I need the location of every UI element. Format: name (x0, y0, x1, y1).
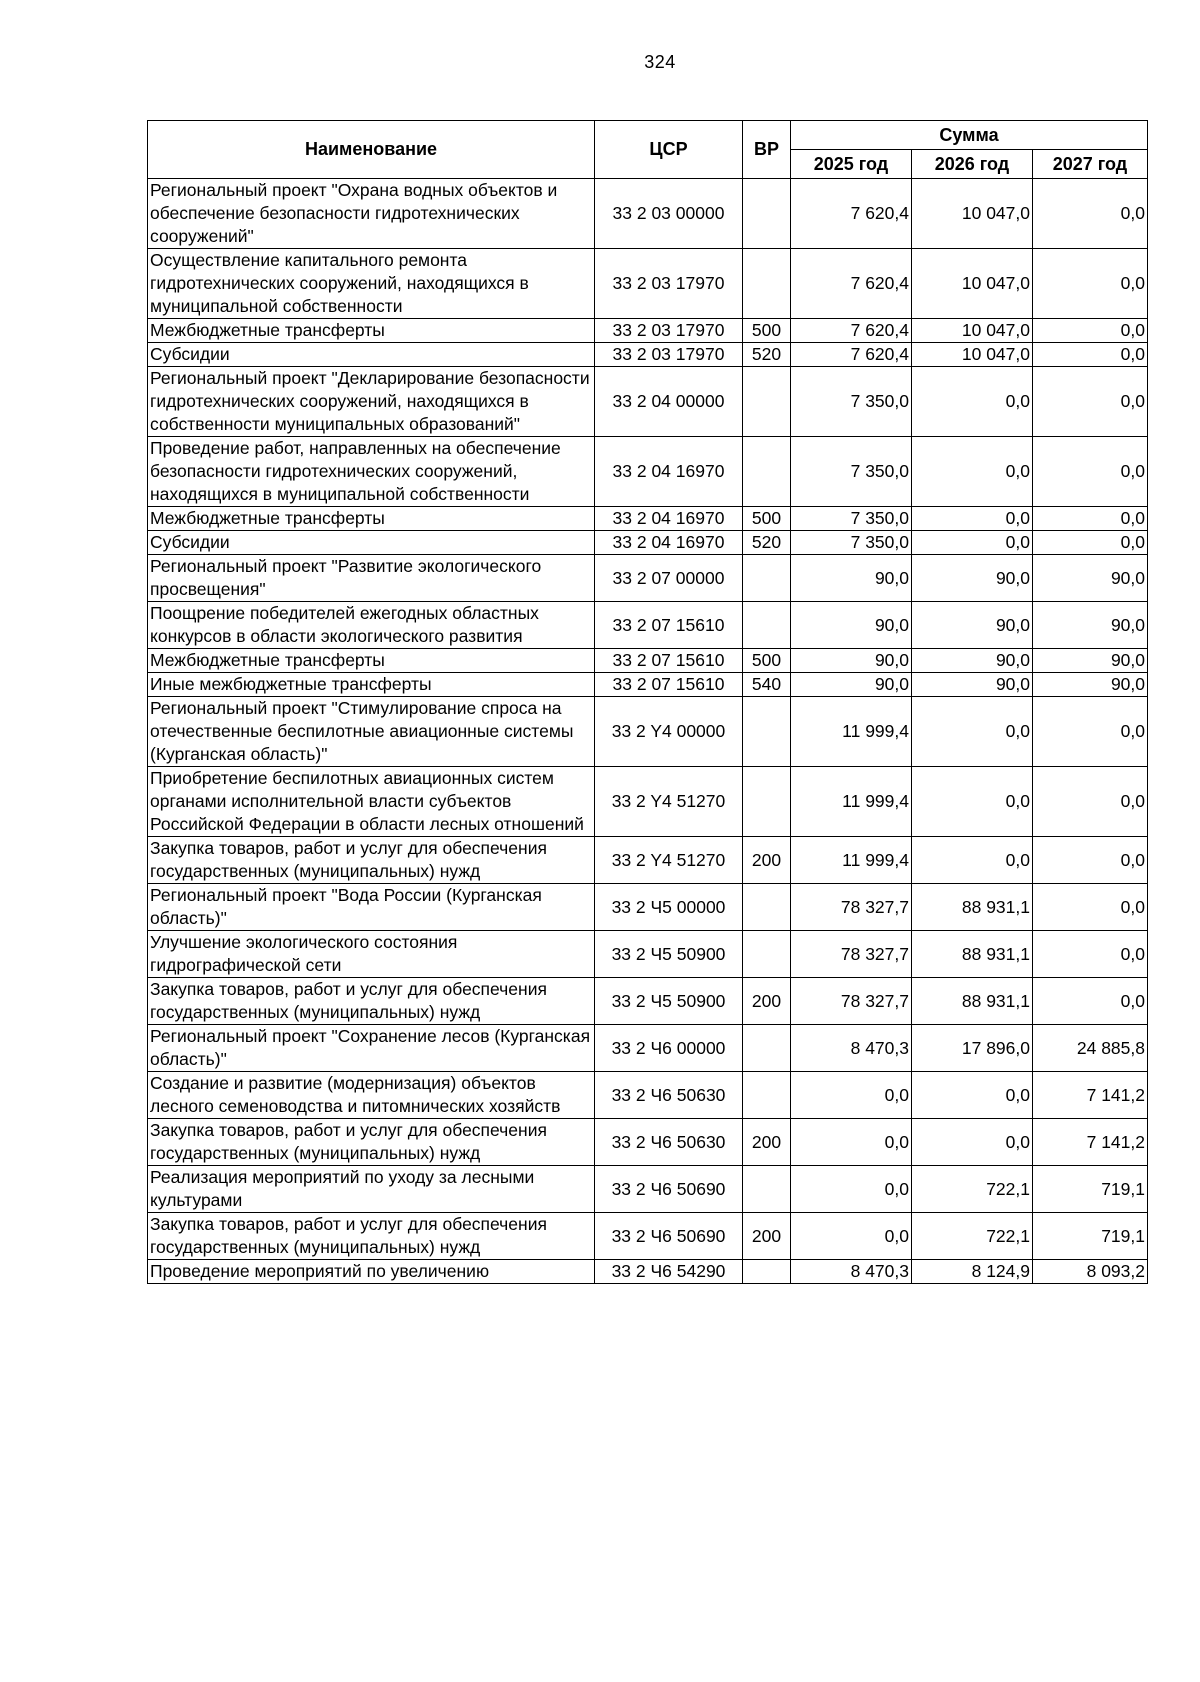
cell-2027: 0,0 (1033, 767, 1148, 837)
cell-csr: 33 2 07 15610 (595, 649, 743, 673)
cell-name: Субсидии (148, 531, 595, 555)
cell-csr: 33 2 03 17970 (595, 249, 743, 319)
cell-vr (743, 179, 791, 249)
cell-2026: 0,0 (912, 1072, 1033, 1119)
cell-2025: 11 999,4 (791, 767, 912, 837)
cell-name: Региональный проект "Сохранение лесов (Курганская область)" (148, 1025, 595, 1072)
cell-csr: 33 2 Ч5 00000 (595, 884, 743, 931)
cell-name: Закупка товаров, работ и услуг для обеспечения государственных (муниципальных) нужд (148, 837, 595, 884)
cell-vr (743, 767, 791, 837)
cell-2025: 7 620,4 (791, 179, 912, 249)
table-header (148, 121, 1148, 179)
cell-name: Проведение мероприятий по увеличению (148, 1260, 595, 1284)
cell-2025: 8 470,3 (791, 1025, 912, 1072)
table-row (148, 1260, 1148, 1284)
cell-2025: 7 350,0 (791, 507, 912, 531)
cell-name: Межбюджетные трансферты (148, 507, 595, 531)
table-row (148, 978, 1148, 1025)
header-csr: ЦСР (595, 121, 743, 179)
cell-vr (743, 884, 791, 931)
cell-2027: 7 141,2 (1033, 1072, 1148, 1119)
cell-2027: 0,0 (1033, 978, 1148, 1025)
cell-2026: 88 931,1 (912, 931, 1033, 978)
cell-2026: 10 047,0 (912, 319, 1033, 343)
cell-vr: 540 (743, 673, 791, 697)
cell-vr: 500 (743, 507, 791, 531)
table-row (148, 1025, 1148, 1072)
cell-csr: 33 2 04 00000 (595, 367, 743, 437)
cell-2027: 0,0 (1033, 367, 1148, 437)
cell-2027: 719,1 (1033, 1213, 1148, 1260)
cell-csr: 33 2 04 16970 (595, 507, 743, 531)
cell-2026: 0,0 (912, 1119, 1033, 1166)
cell-2025: 78 327,7 (791, 931, 912, 978)
cell-name: Региональный проект "Развитие экологического просвещения" (148, 555, 595, 602)
header-name: Наименование (148, 121, 595, 179)
cell-2026: 0,0 (912, 837, 1033, 884)
table-row (148, 1119, 1148, 1166)
cell-name: Региональный проект "Декларирование безопасности гидротехнических сооружений, находящихся в собственности муниципальных образований" (148, 367, 595, 437)
cell-2026: 10 047,0 (912, 343, 1033, 367)
table-row (148, 179, 1148, 249)
cell-csr: 33 2 04 16970 (595, 437, 743, 507)
table-row (148, 367, 1148, 437)
cell-csr: 33 2 Ч6 50690 (595, 1166, 743, 1213)
cell-vr (743, 249, 791, 319)
cell-name: Создание и развитие (модернизация) объектов лесного семеноводства и питомнических хозяйств (148, 1072, 595, 1119)
cell-csr: 33 2 07 15610 (595, 673, 743, 697)
cell-name: Улучшение экологического состояния гидрографической сети (148, 931, 595, 978)
table-row (148, 884, 1148, 931)
cell-name: Осуществление капитального ремонта гидротехнических сооружений, находящихся в муниципальной собственности (148, 249, 595, 319)
cell-2026: 8 124,9 (912, 1260, 1033, 1284)
cell-csr: 33 2 03 17970 (595, 343, 743, 367)
cell-csr: 33 2 Y4 00000 (595, 697, 743, 767)
table-row (148, 1166, 1148, 1213)
cell-2027: 0,0 (1033, 531, 1148, 555)
cell-csr: 33 2 Ч5 50900 (595, 931, 743, 978)
cell-2025: 78 327,7 (791, 884, 912, 931)
cell-vr (743, 367, 791, 437)
table-row (148, 837, 1148, 884)
cell-2026: 0,0 (912, 697, 1033, 767)
cell-2025: 7 620,4 (791, 319, 912, 343)
cell-2025: 90,0 (791, 649, 912, 673)
cell-vr (743, 1260, 791, 1284)
cell-csr: 33 2 Ч6 50630 (595, 1119, 743, 1166)
cell-2027: 0,0 (1033, 837, 1148, 884)
cell-2025: 7 620,4 (791, 343, 912, 367)
cell-vr: 520 (743, 343, 791, 367)
cell-name: Приобретение беспилотных авиационных систем органами исполнительной власти субъектов Российской Федерации в области лесных отношений (148, 767, 595, 837)
cell-name: Поощрение победителей ежегодных областных конкурсов в области экологического развития (148, 602, 595, 649)
cell-2027: 0,0 (1033, 437, 1148, 507)
cell-2025: 90,0 (791, 673, 912, 697)
cell-vr (743, 1025, 791, 1072)
cell-csr: 33 2 07 00000 (595, 555, 743, 602)
cell-csr: 33 2 Y4 51270 (595, 837, 743, 884)
cell-2026: 88 931,1 (912, 978, 1033, 1025)
cell-2025: 0,0 (791, 1166, 912, 1213)
cell-2026: 0,0 (912, 437, 1033, 507)
cell-csr: 33 2 Ч6 54290 (595, 1260, 743, 1284)
cell-2027: 0,0 (1033, 884, 1148, 931)
cell-csr: 33 2 04 16970 (595, 531, 743, 555)
cell-vr (743, 1166, 791, 1213)
table-row (148, 343, 1148, 367)
cell-csr: 33 2 Y4 51270 (595, 767, 743, 837)
cell-name: Закупка товаров, работ и услуг для обеспечения государственных (муниципальных) нужд (148, 1213, 595, 1260)
table-row (148, 767, 1148, 837)
cell-2027: 0,0 (1033, 507, 1148, 531)
cell-2025: 0,0 (791, 1213, 912, 1260)
table-row (148, 1213, 1148, 1260)
cell-2027: 0,0 (1033, 931, 1148, 978)
table-row (148, 931, 1148, 978)
cell-csr: 33 2 07 15610 (595, 602, 743, 649)
table-row (148, 555, 1148, 602)
cell-2026: 10 047,0 (912, 249, 1033, 319)
cell-2026: 90,0 (912, 673, 1033, 697)
cell-2026: 0,0 (912, 507, 1033, 531)
cell-2026: 90,0 (912, 649, 1033, 673)
cell-2025: 90,0 (791, 602, 912, 649)
cell-2025: 11 999,4 (791, 697, 912, 767)
cell-2026: 17 896,0 (912, 1025, 1033, 1072)
cell-2027: 0,0 (1033, 179, 1148, 249)
cell-2026: 722,1 (912, 1166, 1033, 1213)
cell-name: Региональный проект "Охрана водных объектов и обеспечение безопасности гидротехнических сооружений" (148, 179, 595, 249)
cell-2027: 0,0 (1033, 697, 1148, 767)
cell-vr (743, 555, 791, 602)
page-number: 324 (644, 52, 676, 72)
cell-2026: 0,0 (912, 367, 1033, 437)
cell-2025: 7 350,0 (791, 367, 912, 437)
cell-name: Закупка товаров, работ и услуг для обеспечения государственных (муниципальных) нужд (148, 978, 595, 1025)
cell-name: Региональный проект "Вода России (Курганская область)" (148, 884, 595, 931)
cell-csr: 33 2 Ч6 00000 (595, 1025, 743, 1072)
cell-vr: 200 (743, 978, 791, 1025)
cell-vr (743, 1072, 791, 1119)
table-row (148, 697, 1148, 767)
cell-name: Реализация мероприятий по уходу за лесными культурами (148, 1166, 595, 1213)
cell-csr: 33 2 Ч6 50690 (595, 1213, 743, 1260)
cell-2026: 0,0 (912, 531, 1033, 555)
cell-2027: 8 093,2 (1033, 1260, 1148, 1284)
cell-2025: 0,0 (791, 1072, 912, 1119)
cell-vr (743, 697, 791, 767)
cell-vr: 500 (743, 319, 791, 343)
cell-name: Закупка товаров, работ и услуг для обеспечения государственных (муниципальных) нужд (148, 1119, 595, 1166)
table-row (148, 649, 1148, 673)
cell-2026: 90,0 (912, 602, 1033, 649)
cell-2025: 7 620,4 (791, 249, 912, 319)
cell-name: Межбюджетные трансферты (148, 649, 595, 673)
cell-name: Иные межбюджетные трансферты (148, 673, 595, 697)
cell-csr: 33 2 03 17970 (595, 319, 743, 343)
header-year-2026: 2026 год (912, 150, 1033, 179)
cell-2027: 0,0 (1033, 319, 1148, 343)
cell-name: Региональный проект "Стимулирование спроса на отечественные беспилотные авиационные системы (Курганская область)" (148, 697, 595, 767)
header-year-2027: 2027 год (1033, 150, 1148, 179)
cell-2025: 7 350,0 (791, 437, 912, 507)
cell-vr: 200 (743, 1213, 791, 1260)
cell-name: Субсидии (148, 343, 595, 367)
cell-vr (743, 437, 791, 507)
table-body (148, 179, 1148, 1284)
cell-vr (743, 931, 791, 978)
cell-2025: 8 470,3 (791, 1260, 912, 1284)
cell-2027: 90,0 (1033, 673, 1148, 697)
cell-name: Проведение работ, направленных на обеспечение безопасности гидротехнических сооружений, находящихся в муниципальной собственности (148, 437, 595, 507)
header-year-2025: 2025 год (791, 150, 912, 179)
cell-2027: 0,0 (1033, 249, 1148, 319)
cell-2026: 0,0 (912, 767, 1033, 837)
cell-2025: 78 327,7 (791, 978, 912, 1025)
cell-2027: 90,0 (1033, 649, 1148, 673)
table-row (148, 673, 1148, 697)
table-row (148, 437, 1148, 507)
cell-2027: 0,0 (1033, 343, 1148, 367)
cell-2026: 722,1 (912, 1213, 1033, 1260)
cell-vr (743, 602, 791, 649)
table-row (148, 531, 1148, 555)
cell-2027: 7 141,2 (1033, 1119, 1148, 1166)
cell-2026: 10 047,0 (912, 179, 1033, 249)
cell-vr: 200 (743, 837, 791, 884)
cell-2026: 88 931,1 (912, 884, 1033, 931)
cell-2027: 90,0 (1033, 555, 1148, 602)
cell-name: Межбюджетные трансферты (148, 319, 595, 343)
cell-2025: 90,0 (791, 555, 912, 602)
header-sum: Сумма (791, 121, 1148, 150)
budget-table (147, 120, 1148, 1284)
cell-vr: 520 (743, 531, 791, 555)
table-row (148, 602, 1148, 649)
cell-csr: 33 2 Ч6 50630 (595, 1072, 743, 1119)
cell-2025: 11 999,4 (791, 837, 912, 884)
cell-2025: 0,0 (791, 1119, 912, 1166)
cell-2025: 7 350,0 (791, 531, 912, 555)
table-row (148, 507, 1148, 531)
cell-2026: 90,0 (912, 555, 1033, 602)
cell-vr: 200 (743, 1119, 791, 1166)
table-row (148, 249, 1148, 319)
cell-csr: 33 2 Ч5 50900 (595, 978, 743, 1025)
cell-vr: 500 (743, 649, 791, 673)
cell-csr: 33 2 03 00000 (595, 179, 743, 249)
header-vr: ВР (743, 121, 791, 179)
table-row (148, 1072, 1148, 1119)
cell-2027: 90,0 (1033, 602, 1148, 649)
cell-2027: 24 885,8 (1033, 1025, 1148, 1072)
table-row (148, 319, 1148, 343)
cell-2027: 719,1 (1033, 1166, 1148, 1213)
